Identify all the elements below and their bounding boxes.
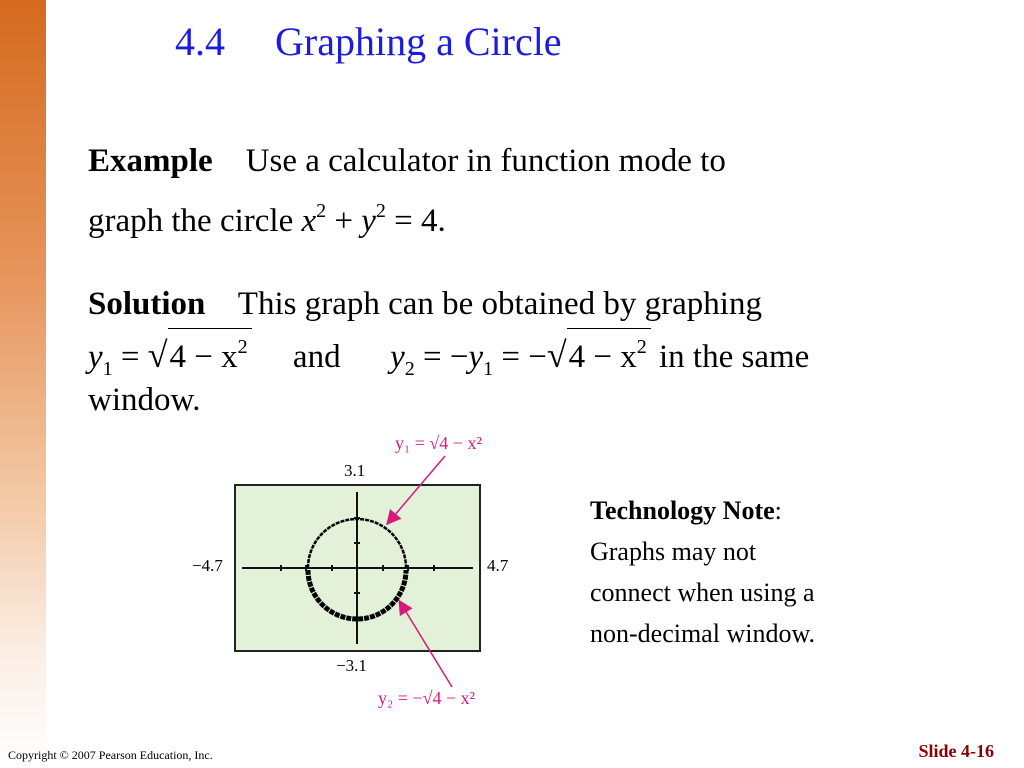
- eq-rhs: = 4.: [394, 203, 446, 239]
- y2-equals-2: = −: [501, 339, 547, 375]
- y1b-subscript: 1: [483, 358, 494, 380]
- y2-equals: = −: [422, 339, 469, 375]
- and-word: and: [292, 339, 341, 375]
- ymax-label: 3.1: [344, 461, 366, 480]
- y2-symbol: y: [390, 339, 405, 375]
- radical-sign-2: √: [546, 335, 567, 375]
- example-label: Example: [88, 143, 213, 179]
- callout-y2: y₂ = −√4 − x²: [378, 688, 476, 708]
- tech-note-label: Technology Note: [590, 496, 775, 525]
- y1b-symbol: y: [468, 339, 484, 375]
- radical-sign: √: [147, 335, 168, 375]
- title-text: Graphing a Circle: [275, 19, 562, 64]
- solution-line3-text: window.: [88, 382, 201, 418]
- solution-label: Solution: [88, 286, 206, 322]
- solution-tail: in the same: [659, 339, 810, 375]
- eq-x: x: [301, 203, 317, 239]
- tech-note-line: connect when using a: [590, 578, 815, 607]
- arrow-to-lower: [400, 602, 452, 687]
- radicand-1-exp: 2: [237, 336, 248, 358]
- radicand-1-text: 4 − x: [169, 339, 238, 375]
- slide-number: Slide 4-16: [918, 741, 994, 761]
- example-line2-text: graph the circle: [88, 203, 294, 239]
- y1-equals: =: [120, 339, 140, 375]
- eq-y: y: [361, 203, 376, 239]
- y2-subscript: 2: [404, 358, 415, 380]
- tech-note-line: Graphs may not: [590, 537, 757, 566]
- eq-plus: +: [334, 203, 353, 239]
- technology-note: [590, 490, 815, 654]
- callout-y1: y₁ = √4 − x²: [395, 433, 482, 453]
- tech-note-heading: [590, 490, 815, 531]
- y1-subscript: 1: [102, 358, 113, 380]
- solution-text: This graph can be obtained by graphing: [237, 286, 762, 322]
- eq-x-exp: 2: [316, 200, 327, 222]
- tech-note-colon: :: [774, 496, 782, 525]
- radicand-2-exp: 2: [636, 336, 647, 358]
- radicand-2-text: 4 − x: [568, 339, 637, 375]
- arrow-to-upper: [388, 456, 445, 523]
- copyright: Copyright © 2007 Pearson Education, Inc.: [8, 748, 213, 762]
- xmax-label: 4.7: [487, 556, 509, 575]
- xmin-label: −4.7: [192, 556, 223, 575]
- ymin-label: −3.1: [336, 656, 367, 675]
- example-text: Use a calculator in function mode to: [245, 143, 726, 179]
- eq-y-exp: 2: [375, 200, 386, 222]
- tech-note-line: non-decimal window.: [590, 619, 816, 648]
- y1-symbol: y: [88, 339, 103, 375]
- section-number: 4.4: [175, 19, 225, 64]
